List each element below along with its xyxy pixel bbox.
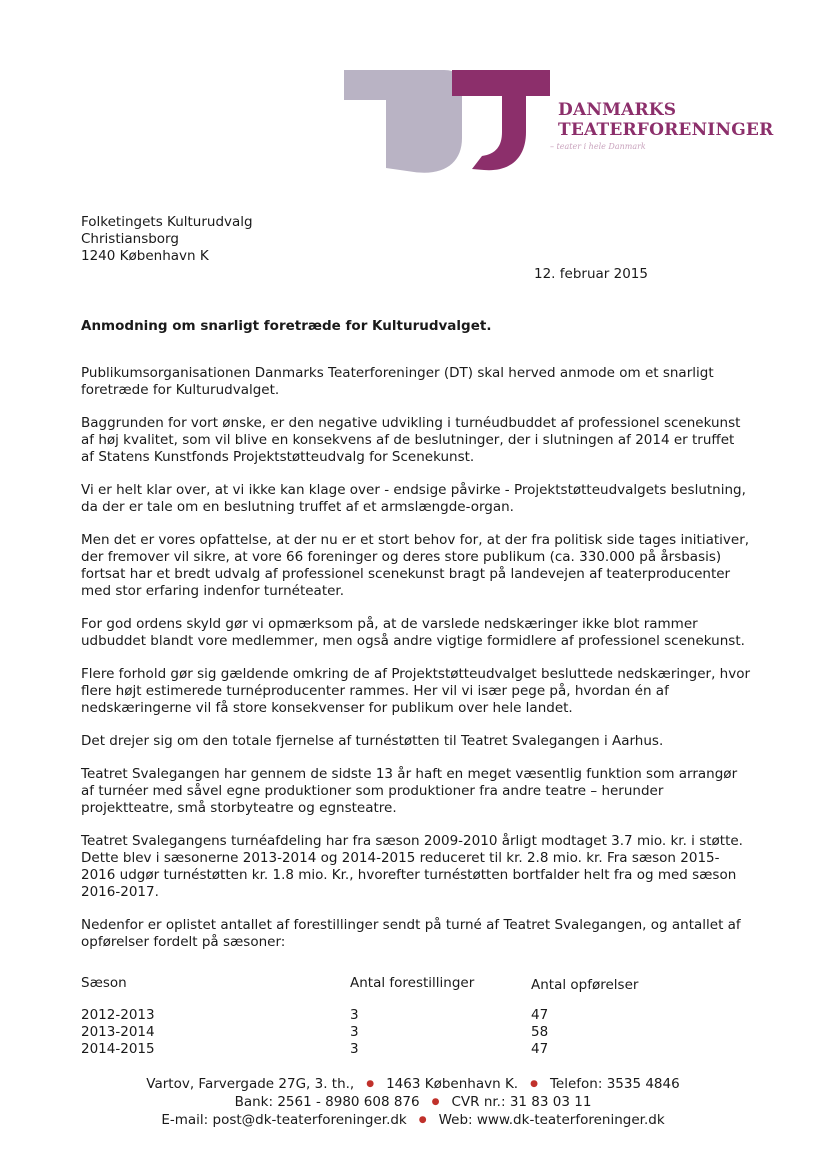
brand-tagline: – teater i hele Danmark — [550, 142, 646, 151]
footer-address: Vartov, Farvergade 27G, 3. th., — [146, 1076, 355, 1092]
cell-performances: 58 — [531, 1024, 549, 1040]
letter-body — [81, 365, 751, 967]
footer-line-bank — [0, 1093, 826, 1111]
bullet-icon: ● — [530, 1079, 538, 1089]
footer-bank: Bank: 2561 - 8980 608 876 — [234, 1094, 420, 1110]
recipient-line: 1240 København K — [81, 248, 209, 264]
footer-postal: 1463 København K. — [386, 1076, 519, 1092]
brand-name-line2: TEATERFORENINGER — [558, 120, 774, 140]
cell-performances: 47 — [531, 1041, 549, 1057]
recipient-line: Folketingets Kulturudvalg — [81, 214, 253, 230]
season-table — [81, 975, 681, 1058]
cell-season: 2013-2014 — [81, 1024, 155, 1040]
recipient-address — [81, 214, 253, 265]
cell-productions: 3 — [350, 1024, 359, 1040]
header-performances: Antal opførelser — [531, 977, 639, 993]
letter-date: 12. februar 2015 — [534, 266, 648, 282]
paragraph: Vi er helt klar over, at vi ikke kan klage over - endsige påvirke - Projektstøtteudvalgets beslutning, da der er tale om en beslutning truffet af et armslængde-organ. — [81, 482, 746, 515]
bullet-icon: ● — [431, 1097, 440, 1107]
header-season: Sæson — [81, 975, 127, 991]
cell-performances: 47 — [531, 1007, 549, 1023]
footer-web[interactable]: Web: www.dk-teaterforeninger.dk — [438, 1112, 665, 1128]
header-productions: Antal forestillinger — [350, 975, 475, 991]
brand-name-line1: DANMARKS — [558, 100, 677, 120]
dt-logo-icon — [344, 68, 554, 178]
paragraph: Teatret Svalegangens turnéafdeling har fra sæson 2009-2010 årligt modtaget 3.7 mio. kr. i støtte. Dette blev i sæsonerne 2013-2014 og 2014-2015 reduceret til kr. 2.8 mio. kr. Fra sæson 2015-2016 udgør turnéstøtten kr. 1.8 mio. Kr., hvorefter turnéstøtten bortfalder helt fra og med sæson 2016-2017. — [81, 833, 743, 900]
cell-season: 2014-2015 — [81, 1041, 155, 1057]
paragraph: Flere forhold gør sig gældende omkring de af Projektstøtteudvalget besluttede nedskæringer, hvor flere højt estimerede turnéproducenter rammes. Her vil vi især pege på, hvordan én af nedskæringerne vil få store konsekvenser for publikum over hele landet. — [81, 666, 751, 716]
table-row — [81, 1024, 681, 1041]
letter-subject: Anmodning om snarligt foretræde for Kulturudvalget. — [81, 318, 492, 334]
paragraph: Teatret Svalegangen har gennem de sidste 13 år haft en meget væsentlig funktion som arrangør af turnéer med såvel egne produktioner som produktioner fra andre teatre – herunder projektteatre, små storbyteatre og egnsteatre. — [81, 766, 738, 816]
bullet-icon: ● — [366, 1079, 375, 1089]
paragraph: Publikumsorganisationen Danmarks Teaterforeninger (DT) skal herved anmode om et snarligt foretræde for Kulturudvalget. — [81, 365, 714, 398]
footer-email[interactable]: E-mail: post@dk-teaterforeninger.dk — [161, 1112, 407, 1128]
logo-d-shape — [344, 70, 462, 173]
footer-cvr: CVR nr.: 31 83 03 11 — [451, 1094, 592, 1110]
paragraph: Nedenfor er oplistet antallet af forestillinger sendt på turné af Teatret Svalegangen, og antallet af opførelser fordelt på sæsoner: — [81, 917, 741, 950]
footer-line-contact — [0, 1111, 826, 1129]
paragraph: Baggrunden for vort ønske, er den negative udvikling i turnéudbuddet af professionel scenekunst af høj kvalitet, som vil blive en konsekvens af de beslutninger, der i slutningen af 2014 er truffet af Statens Kunstfonds Projektstøtteudvalg for Scenekunst. — [81, 415, 741, 465]
paragraph: Det drejer sig om den totale fjernelse af turnéstøtten til Teatret Svalegangen i Aarhus. — [81, 733, 664, 749]
logo-t-base — [472, 110, 494, 154]
cell-productions: 3 — [350, 1007, 359, 1023]
footer-line-address — [0, 1075, 826, 1093]
paragraph: For god ordens skyld gør vi opmærksom på, at de varslede nedskæringer ikke blot rammer udbuddet blandt vore medlemmer, men også andre vigtige formidlere af professionel scenekunst. — [81, 616, 745, 649]
letterhead-logo — [344, 68, 774, 178]
cell-season: 2012-2013 — [81, 1007, 155, 1023]
footer-phone: Telefon: 3535 4846 — [549, 1076, 680, 1092]
logo-t-shape — [452, 70, 550, 170]
letter-footer — [0, 1075, 826, 1129]
bullet-icon: ● — [418, 1115, 427, 1125]
table-row — [81, 1041, 681, 1058]
paragraph: Men det er vores opfattelse, at der nu er et stort behov for, at der fra politisk side tages initiativer, der fremover vil sikre, at vore 66 foreninger og deres store publikum (ca. 330.000 på årsbasis) fortsat har et bredt udvalg af professionel scenekunst bragt på landevejen af teaterproducenter med stor erfaring indenfor turnéteater. — [81, 532, 750, 599]
recipient-line: Christiansborg — [81, 231, 179, 247]
cell-productions: 3 — [350, 1041, 359, 1057]
table-header — [81, 975, 681, 1007]
table-row — [81, 1007, 681, 1024]
